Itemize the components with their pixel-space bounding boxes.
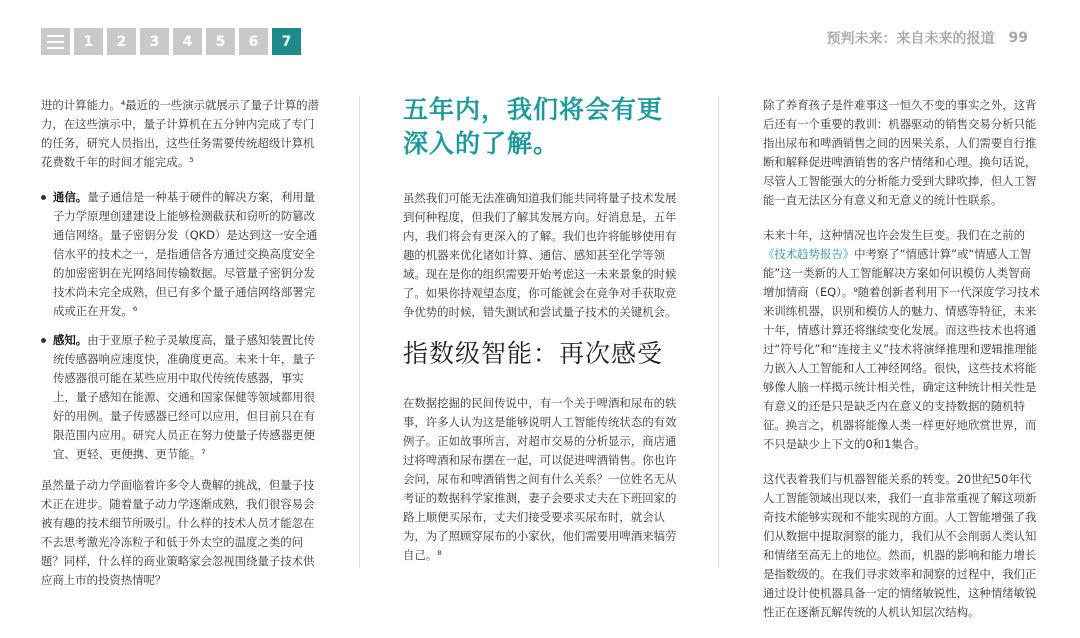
paragraph: 除了养育孩子是件难事这一恒久不变的事实之外，这背后还有一个重要的教训：机器驱动的销售交易分析只能指出尿布和啤酒销售之间的因果关系，人们需要自行推断和解释促进啤酒销售的客户情绪和心理。换句话说，尽管人工智能强大的分析能力受到大肆吹捧，但人工智能一直无法区分有意义和无意义的统计性联系。: [763, 98, 1037, 207]
menu-button[interactable]: [41, 28, 70, 55]
column-2: [403, 93, 681, 581]
highlight-heading: 五年内，我们将会有更深入的了解。: [403, 95, 664, 158]
bullet-text: 量子通信是一种基于硬件的解决方案，利用量子力学原理创建建设上能够检测截获和窃听的防篡改通信网络。量子密钥分发（QKD）是达到这一安全通信水平的技术之一，是指通信各方通过交换高度安全的加密密钥在光网络间传输数据。尽管量子密钥分发技术尚未完全成熟，但已有多个量子通信网络部署完成或正在开发。⁶: [53, 190, 318, 318]
section-heading: 指数级智能：再次感受: [403, 339, 664, 368]
paragraph: 虽然我们可能无法准确知道我们能共同将量子技术发展到何种程度，但我们了解其发展方向。好消息是，五年内，我们将会有更深入的了解。我们也许将能够使用有趣的机器来优化诸如计算、通信、感知甚至化学等领域。现在是你的组织需要开始考虑这一未来景象的时候了。如果你持观望态度，你可能就会在竞争对手获取竞争优势的时候，错失测试和尝试量子技术的关键机会。: [403, 191, 677, 319]
nav-chapter-1[interactable]: 1: [74, 28, 103, 55]
column-1: [41, 96, 319, 606]
paragraph-rest: 中考察了“情感计算”或“情感人工智能”这一类新的人工智能解决方案如何识模仿人类智商增加情商（EQ）。⁹随着创新者利用下一代深度学习技术来训练机器，识别和模仿人的魅力、情感等特征，未来十年，情感计算还将继续变化发展。而这些技术也将通过“符号化”和“连接主义”技术将演绎推理和逻辑推理能力嵌入人工智能和人工神经网络。很快，这些技术将能够像人脑一样揭示统计相关性，确定这种统计相关性是有意义的还是只是缺乏内在意义的支持数据的随机特征。换言之，机器将能像人类一样更好地欣赏世界，而不只是缺少上下文的0和1集合。: [763, 247, 1041, 451]
paragraph: 这代表着我们与机器智能关系的转变。20世纪50年代人工智能领域出现以来，我们一直非常重视了解这项新奇技术能够实现和不能实现的方面。人工智能增强了我们从数据中提取洞察的能力，我们从不会削弱人类认知和情绪至高无上的地位。然而，机器的影响和能力增长是指数级的。在我们寻求效率和洞察的过程中，我们正通过设计使机器具备一定的情绪敏锐性，这种情绪敏锐性正在逐渐瓦解传统的人机认知层次结构。: [763, 472, 1037, 619]
running-title: 预判未来：来自未来的报道: [826, 30, 995, 47]
bullet-list: [41, 188, 319, 464]
chapter-nav: [41, 28, 301, 55]
paragraph: 虽然量子动力学面临着许多令人费解的挑战，但量子技术正在进步。随着量子动力学逐渐成熟，我们很容易会被有趣的技术细节所吸引。什么样的技术人员才能忽在不去思考激光冷冻粒子和低于外太空的温度之类的问题？同样，什么样的商业策略家会忽视围绕量子技术供应商上市的投资热情呢？: [41, 478, 315, 587]
page-header: [827, 28, 1028, 47]
nav-chapter-2[interactable]: 2: [107, 28, 136, 55]
nav-chapter-6[interactable]: 6: [239, 28, 268, 55]
bullet-item-communication: [41, 188, 319, 321]
column-divider: [359, 96, 360, 568]
nav-chapter-4[interactable]: 4: [173, 28, 202, 55]
tech-trends-link[interactable]: 《技术趋势报告》: [763, 247, 855, 261]
nav-chapter-3[interactable]: 3: [140, 28, 169, 55]
column-3: [763, 96, 1041, 638]
paragraph: 进的计算能力。⁴最近的一些演示就展示了量子计算的潜力，在这些演示中，量子计算机在五分钟内完成了专门的任务，研究人员指出，这些任务需要传统超级计算机花费数千年的时间才能完成。⁵: [41, 98, 319, 169]
bullet-item-sensing: [41, 331, 319, 464]
column-divider: [718, 96, 719, 568]
bullet-text: 由于亚原子粒子灵敏度高，量子感知装置比传统传感器响应速度快，准确度更高。未来十年，量子传感器很可能在某些应用中取代传统传感器，事实上，量子感知在能源、交通和国家保健等领域都用很好的用例。量子传感器已经可以应用，但目前只在有限范围内应用。研究人员正在努力使量子传感器更便宜、更轻、更便携、更节能。⁷: [53, 333, 316, 461]
menu-icon: [47, 35, 64, 49]
bullet-term: 感知。: [53, 333, 88, 347]
bullet-term: 通信。: [53, 190, 88, 204]
nav-chapter-5[interactable]: 5: [206, 28, 235, 55]
paragraph: 在数据挖掘的民间传说中，有一个关于啤酒和尿布的轶事，许多人认为这是能够说明人工智能传统状态的有效例子。正如故事所言，对超市交易的分析显示，商店通过将啤酒和尿布摆在一起，可以促进啤酒销售。你也许会问，尿布和啤酒销售之间有什么关系？一位姓名无从考证的数据科学家推测，妻子会要求丈夫在下班回家的路上顺便买尿布，丈夫们接受要求买尿布时，就会认为，为了照顾穿尿布的小家伙，他们需要用啤酒来犒劳自己。⁸: [403, 396, 677, 562]
page-number: 99: [1008, 29, 1028, 46]
paragraph-start: 未来十年，这种情况也许会发生巨变。我们在之前的: [763, 228, 1025, 242]
nav-chapter-7[interactable]: 7: [272, 28, 301, 55]
paragraph: [763, 226, 1041, 454]
